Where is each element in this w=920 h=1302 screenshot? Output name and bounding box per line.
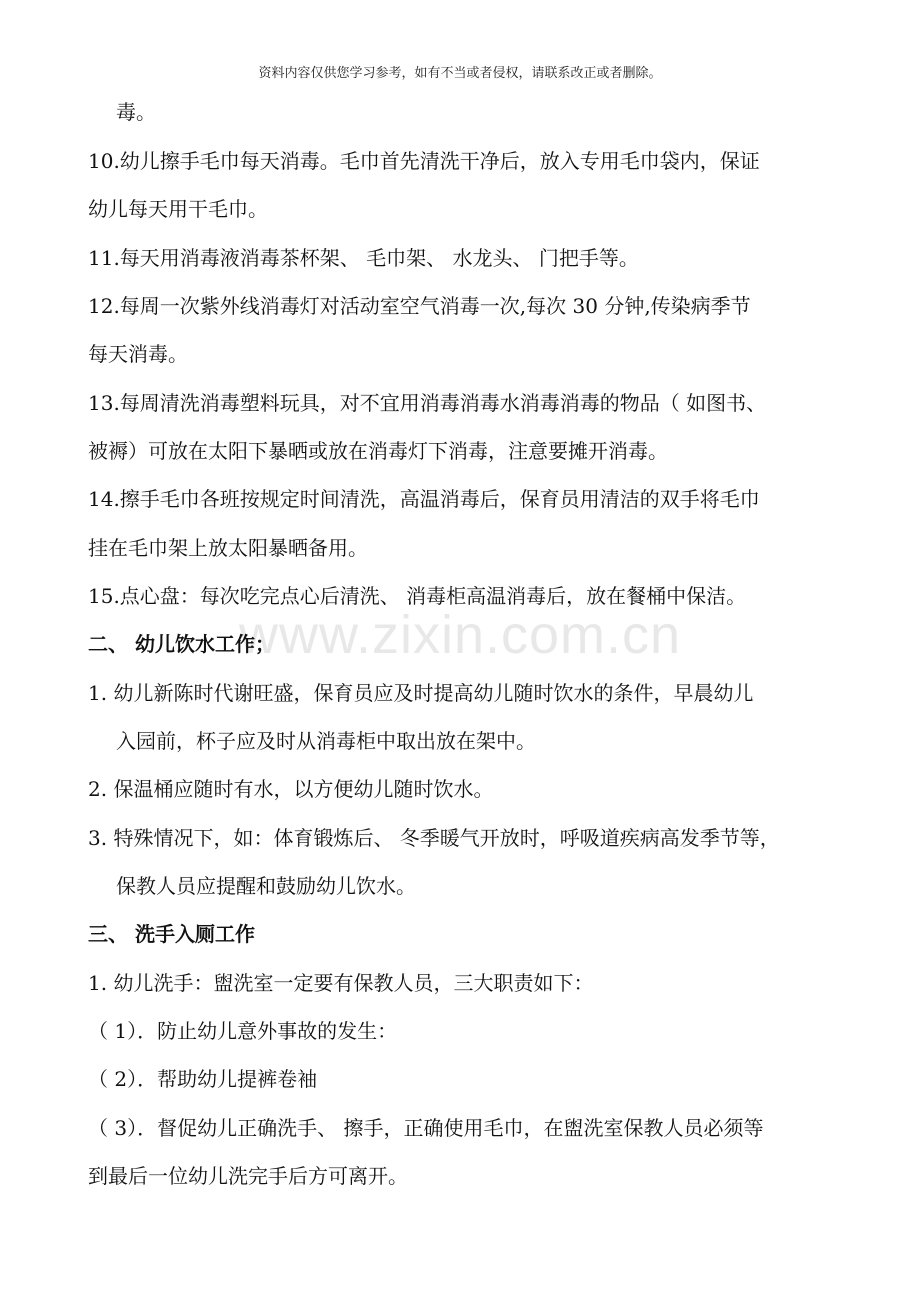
watermark: www.zixin.com.cn bbox=[238, 605, 682, 665]
text-line: 1. 幼儿洗手：盥洗室一定要有保教人员，三大职责如下： bbox=[88, 971, 594, 995]
document-header-note: 资料内容仅供您学习参考，如有不当或者侵权，请联系改正或者删除。 bbox=[258, 66, 662, 81]
text-line: 幼儿每天用干毛巾。 bbox=[88, 197, 268, 221]
text-line: 被褥）可放在太阳下暴晒或放在消毒灯下消毒，注意要摊开消毒。 bbox=[88, 439, 668, 463]
text-line: 13.每周清洗消毒塑料玩具，对不宜用消毒消毒水消毒消毒的物品（ 如图书、 bbox=[88, 391, 767, 415]
text-line: 12.每周一次紫外线消毒灯对活动室空气消毒一次,每次 30 分钟,传染病季节 bbox=[88, 294, 751, 318]
text-line: 3. 特殊情况下，如：体育锻炼后、 冬季暖气开放时，呼吸道疾病高发季节等， bbox=[88, 826, 780, 850]
text-line: 入园前，杯子应及时从消毒柜中取出放在架中。 bbox=[116, 729, 536, 753]
text-line: 毒。 bbox=[116, 100, 156, 124]
text-line: 11.每天用消毒液消毒茶杯架、 毛巾架、 水龙头、 门把手等。 bbox=[88, 246, 639, 270]
section-heading: 二、 幼儿饮水工作； bbox=[88, 632, 275, 656]
text-line: 2. 保温桶应随时有水，以方便幼儿随时饮水。 bbox=[88, 777, 494, 801]
text-line: （ 1）．防止幼儿意外事故的发生： bbox=[88, 1019, 398, 1043]
text-line: 保教人员应提醒和鼓励幼儿饮水。 bbox=[116, 874, 416, 898]
text-line: 15.点心盘：每次吃完点心后清洗、 消毒柜高温消毒后，放在餐桶中保洁。 bbox=[88, 584, 747, 608]
text-line: 14.擦手毛巾各班按规定时间清洗，高温消毒后，保育员用清洁的双手将毛巾 bbox=[88, 487, 760, 511]
text-line: 每天消毒。 bbox=[88, 342, 188, 366]
text-line: 挂在毛巾架上放太阳暴晒备用。 bbox=[88, 536, 368, 560]
text-line: 10.幼儿擦手毛巾每天消毒。毛巾首先清洗干净后，放入专用毛巾袋内，保证 bbox=[88, 149, 760, 173]
text-line: 到最后一位幼儿洗完手后方可离开。 bbox=[88, 1164, 408, 1188]
text-line: 1. 幼儿新陈时代谢旺盛，保育员应及时提高幼儿随时饮水的条件，早晨幼儿 bbox=[88, 681, 754, 705]
section-heading: 三、 洗手入厕工作 bbox=[88, 922, 255, 946]
text-line: （ 2）．帮助幼儿提裤卷袖 bbox=[88, 1067, 318, 1091]
text-line: （ 3）．督促幼儿正确洗手、 擦手，正确使用毛巾，在盥洗室保教人员必须等 bbox=[88, 1116, 764, 1140]
